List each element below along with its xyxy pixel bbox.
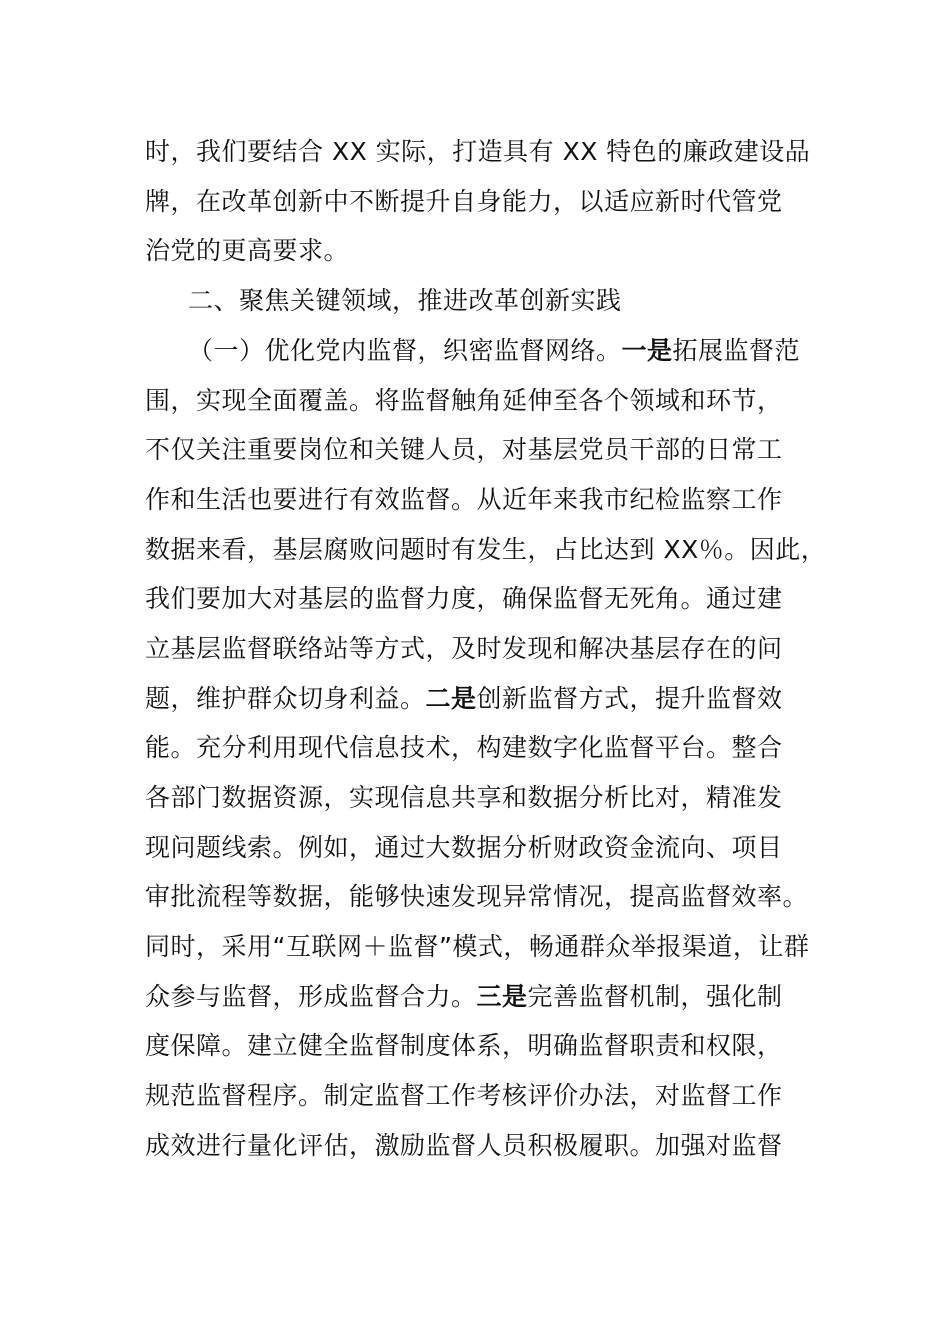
body-line-with-marker	[145, 684, 783, 714]
body-text: 拓展监督范	[672, 336, 801, 365]
body-line: 牌，在改革创新中不断提升自身能力，以适应新时代管党	[145, 187, 783, 216]
body-line: 作和生活也要进行有效监督。从近年来我市纪检监察工作	[145, 485, 783, 514]
body-text: 众参与监督，形成监督合力。	[145, 982, 477, 1011]
body-line: 能。充分利用现代信息技术，构建数字化监督平台。整合	[145, 733, 783, 762]
body-line-with-marker	[145, 982, 783, 1012]
point-marker-three: 三是	[476, 982, 528, 1011]
point-marker-one: 一是	[621, 336, 673, 365]
body-line: 立基层监督联络站等方式，及时发现和解决基层存在的问	[145, 634, 783, 663]
body-text: 创新监督方式，提升监督效	[476, 684, 783, 713]
body-line: 围，实现全面覆盖。将监督触角延伸至各个领域和环节，	[145, 386, 783, 415]
body-line: 各部门数据资源，实现信息共享和数据分析比对，精准发	[145, 783, 783, 812]
body-line: 规范监督程序。制定监督工作考核评价办法，对监督工作	[145, 1081, 783, 1110]
point-marker-two: 二是	[425, 684, 477, 713]
subsection-first-line	[188, 336, 800, 366]
body-line: 度保障。建立健全监督制度体系，明确监督职责和权限，	[145, 1031, 783, 1060]
body-line: 治党的更高要求。	[145, 236, 350, 265]
body-line: 同时，采用“互联网＋监督”模式，畅通群众举报渠道，让群	[145, 932, 810, 961]
subsection-title: （一）优化党内监督，织密监督网络。	[188, 336, 622, 365]
body-line: 审批流程等数据，能够快速发现异常情况，提高监督效率。	[145, 882, 809, 911]
body-line: 不仅关注重要岗位和关键人员，对基层党员干部的日常工	[145, 435, 783, 464]
body-line: 时，我们要结合 XX 实际，打造具有 XX 特色的廉政建设品	[145, 137, 811, 166]
section-heading: 二、聚焦关键领域，推进改革创新实践	[188, 286, 622, 315]
body-line: 我们要加大对基层的监督力度，确保监督无死角。通过建	[145, 584, 783, 613]
body-text: 题，维护群众切身利益。	[145, 684, 426, 713]
body-text: 完善监督机制，强化制	[527, 982, 783, 1011]
body-line: 数据来看，基层腐败问题时有发生，占比达到 XX％。因此，	[145, 535, 827, 564]
body-line: 成效进行量化评估，激励监督人员积极履职。加强对监督	[145, 1131, 783, 1160]
body-line: 现问题线索。例如，通过大数据分析财政资金流向、项目	[145, 833, 783, 862]
